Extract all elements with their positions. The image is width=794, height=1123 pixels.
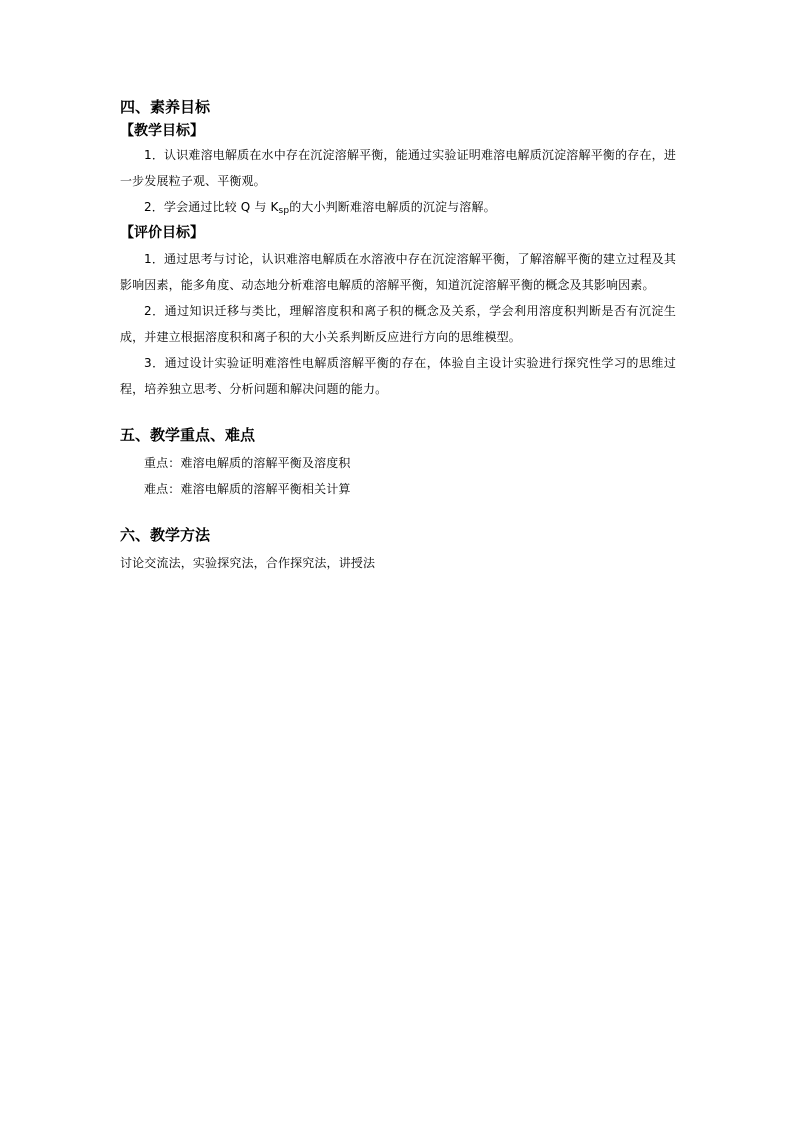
teaching-goal-text-before: 2．学会通过比较 Q 与 K <box>144 200 279 214</box>
evaluation-goals-heading: 【评价目标】 <box>120 225 204 241</box>
section-5-title: 五、教学重点、难点 <box>120 426 256 444</box>
teaching-goal-item: 1．认识难溶电解质在水中存在沉淀溶解平衡，能通过实验证明难溶电解质沉淀溶解平衡的存在，进一步发展粒子观、平衡观。 <box>120 148 676 188</box>
teaching-goal-text-after: 的大小判断难溶电解质的沉淀与溶解。 <box>289 200 496 214</box>
section-4-title: 四、素养目标 <box>120 98 211 116</box>
difficult-point-text: 难点：难溶电解质的溶解平衡相关计算 <box>144 482 351 496</box>
evaluation-goal-item: 3．通过设计实验证明难溶性电解质溶解平衡的存在，体验自主设计实验进行探究性学习的思维过程，培养独立思考、分析问题和解决问题的能力。 <box>120 356 676 396</box>
ksp-subscript: sp <box>278 206 290 216</box>
teaching-methods-text: 讨论交流法，实验探究法，合作探究法，讲授法 <box>120 556 376 570</box>
section-6-title: 六、教学方法 <box>120 526 211 544</box>
teaching-goals-heading: 【教学目标】 <box>120 123 204 139</box>
key-point-text: 重点：难溶电解质的溶解平衡及溶度积 <box>144 456 351 470</box>
evaluation-goal-item: 2．通过知识迁移与类比，理解溶度积和离子积的概念及关系，学会利用溶度积判断是否有沉淀生成，并建立根据溶度积和离子积的大小关系判断反应进行方向的思维模型。 <box>120 304 676 344</box>
teaching-goal-item <box>120 194 676 220</box>
document-content <box>120 96 676 576</box>
evaluation-goal-item: 1．通过思考与讨论，认识难溶电解质在水溶液中存在沉淀溶解平衡，了解溶解平衡的建立过程及其影响因素，能多角度、动态地分析难溶电解质的溶解平衡，知道沉淀溶解平衡的概念及其影响因素。 <box>120 252 676 292</box>
